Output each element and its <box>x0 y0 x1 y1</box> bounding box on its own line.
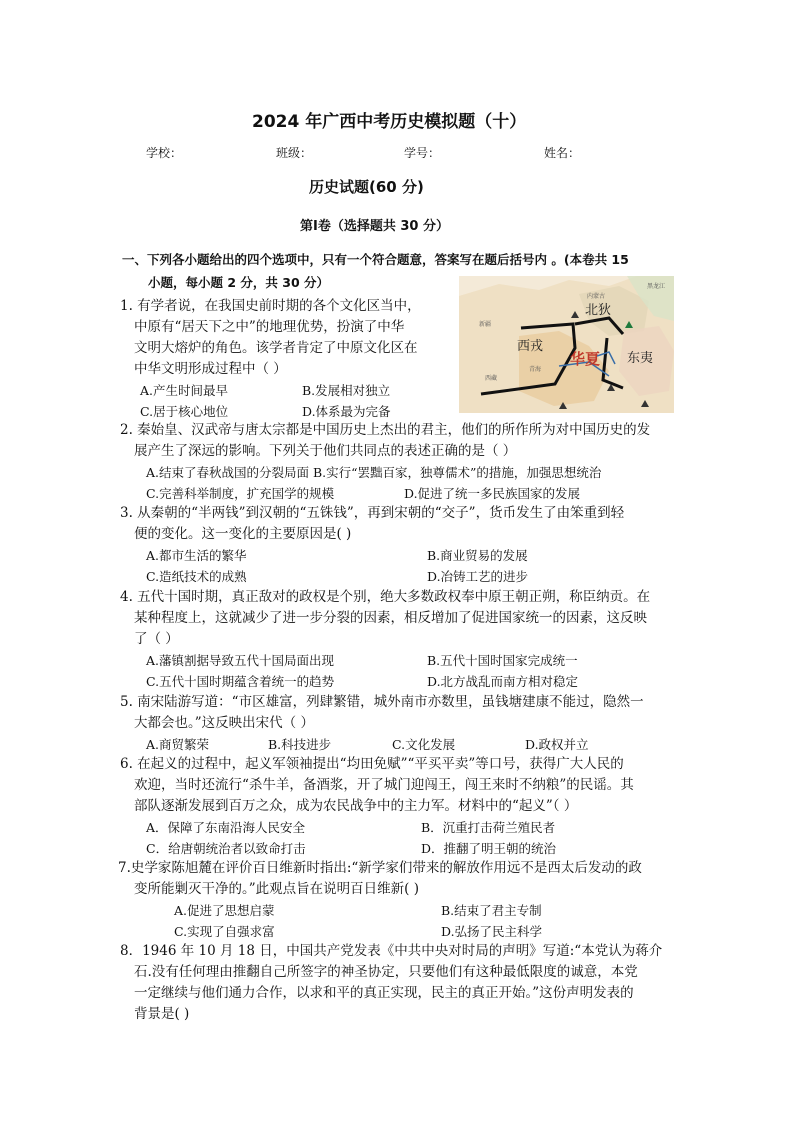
question-8-line-4: 背景是( ) <box>134 1006 190 1022</box>
question-4-line-3: 了（ ） <box>134 631 179 647</box>
question-1-option-c[interactable]: C.居于核心地位 <box>140 404 229 419</box>
question-2-line-1: 2. 秦始皇、汉武帝与唐太宗都是中国历史上杰出的君主，他们的所作所为对中国历史的发 <box>120 422 651 438</box>
question-3-option-a[interactable]: A.都市生活的繁华 <box>146 548 247 563</box>
question-2-option-ab[interactable]: A.结束了春秋战国的分裂局面 B.实行“罢黜百家，独尊儒术”的措施，加强思想统治 <box>146 465 602 480</box>
question-6-option-b[interactable]: B．沉重打击荷兰殖民者 <box>421 820 556 835</box>
question-7-option-a[interactable]: A.促进了思想启蒙 <box>174 903 275 918</box>
volume-heading: 第Ⅰ卷（选择题共 30 分） <box>300 219 449 234</box>
question-5-option-a[interactable]: A.商贸繁荣 <box>146 737 210 752</box>
map-label-east: 东夷 <box>627 351 654 366</box>
question-6-line-2: 欢迎，当时还流行“杀牛羊，备酒浆，开了城门迎闯王，闯王来时不纳粮”的民谣。其 <box>134 777 634 793</box>
question-4-option-d[interactable]: D.北方战乱而南方相对稳定 <box>427 674 579 689</box>
map-graphic <box>459 276 674 413</box>
question-1-line-2: 中原有“居天下之中”的地理优势，扮演了中华 <box>134 319 405 335</box>
section-instruction-line2: 小题，每小题 2 分，共 30 分） <box>148 275 330 290</box>
question-6-line-1: 6. 在起义的过程中，起义军领袖提出“均田免赋”“平买平卖”等口号，获得广大人民的 <box>120 756 624 772</box>
question-4-option-a[interactable]: A.藩镇割据导致五代十国局面出现 <box>146 653 335 668</box>
question-4-line-1: 4. 五代十国时期，真正敌对的政权是个别，绝大多数政权奉中原王朝正朔，称臣纳贡。在 <box>120 589 651 605</box>
question-5-option-c[interactable]: C.文化发展 <box>392 737 456 752</box>
section-instruction-line1: 一、下列各小题给出的四个选项中，只有一个符合题意，答案写在题后括号内 。(本卷共 15 <box>122 252 629 267</box>
question-1-option-a[interactable]: A.产生时间最早 <box>140 383 229 398</box>
question-1-line-1: 1. 有学者说，在我国史前时期的各个文化区当中， <box>120 298 421 314</box>
question-8-line-3: 一定继续与他们通力合作，以求和平的真正实现，民主的真正开始。”这份声明发表的 <box>134 985 634 1001</box>
page-title: 2024 年广西中考历史模拟题（十） <box>252 112 527 132</box>
question-7-option-b[interactable]: B.结束了君主专制 <box>441 903 542 918</box>
question-5-option-b[interactable]: B.科技进步 <box>268 737 332 752</box>
question-1-option-d[interactable]: D.体系最为完备 <box>302 404 391 419</box>
subject-title: 历史试题(60 分) <box>309 178 424 196</box>
question-2-option-c[interactable]: C.完善科举制度，扩充国学的规模 <box>146 486 335 501</box>
map-small-label-c: 青海 <box>529 366 542 373</box>
question-4-option-c[interactable]: C.五代十国时期蕴含着统一的趋势 <box>146 674 335 689</box>
question-6-option-c[interactable]: C．给唐朝统治者以致命打击 <box>146 841 306 856</box>
question-2-line-2: 展产生了深远的影响。下列关于他们共同点的表述正确的是（ ） <box>134 443 517 459</box>
question-5-option-d[interactable]: D.政权并立 <box>525 737 589 752</box>
question-3-option-c[interactable]: C.造纸技术的成熟 <box>146 569 247 584</box>
question-1-line-4: 中华文明形成过程中（ ） <box>134 361 287 377</box>
question-7-option-c[interactable]: C.实现了自强求富 <box>174 924 275 939</box>
question-6-line-3: 部队逐渐发展到百万之众，成为农民战争中的主力军。材料中的“起义”（ ） <box>134 798 578 814</box>
question-2-option-d[interactable]: D.促进了统一多民族国家的发展 <box>404 486 581 501</box>
map-small-label-e: 黑龙江 <box>647 283 666 290</box>
question-7-line-1: 7.史学家陈旭麓在评价百日维新时指出:“新学家们带来的解放作用远不是西太后发动的政 <box>118 860 642 876</box>
map-small-label-b: 西藏 <box>485 375 498 382</box>
question-7-option-d[interactable]: D.弘扬了民主科学 <box>441 924 543 939</box>
class-field[interactable]: 班级： <box>276 146 313 160</box>
question-3-line-2: 便的变化。这一变化的主要原因是( ) <box>134 526 352 542</box>
question-8-line-2: 石.没有任何理由推翻自己所签字的神圣协定，只要他们有这种最低限度的诚意，本党 <box>134 964 638 980</box>
question-3-option-b[interactable]: B.商业贸易的发展 <box>427 548 528 563</box>
question-5-line-2: 大都会也。”这反映出宋代（ ） <box>134 715 314 731</box>
name-field[interactable]: 姓名： <box>544 146 581 160</box>
question-6-option-a[interactable]: A．保障了东南沿海人民安全 <box>146 820 306 835</box>
school-field[interactable]: 学校： <box>146 146 183 160</box>
question-5-line-1: 5. 南宋陆游写道：“市区雄富，列肆繁错，城外南市亦数里，虽钱塘建康不能过，隐然一 <box>120 694 644 710</box>
ancient-china-map <box>459 276 674 413</box>
question-4-line-2: 某种程度上，这就减少了进一步分裂的因素，相反增加了促进国家统一的因素，这反映 <box>134 610 647 626</box>
map-small-label-d: 内蒙古 <box>587 293 606 300</box>
question-3-line-1: 3. 从秦朝的“半两钱”到汉朝的“五铢钱”，再到宋朝的“交子”，货币发生了由笨重到轻 <box>120 505 625 521</box>
question-1-option-b[interactable]: B.发展相对独立 <box>302 383 391 398</box>
question-6-option-d[interactable]: D．推翻了明王朝的统治 <box>421 841 557 856</box>
question-3-option-d[interactable]: D.冶铸工艺的进步 <box>427 569 529 584</box>
map-label-north: 北狄 <box>585 303 612 318</box>
question-7-line-2: 变所能剿灭干净的。”此观点旨在说明百日维新( ) <box>134 881 419 897</box>
map-label-center: 华夏 <box>570 350 601 368</box>
question-4-option-b[interactable]: B.五代十国时国家完成统一 <box>427 653 578 668</box>
question-8-line-1: 8．1946 年 10 月 18 日，中国共产党发表《中共中央对时局的声明》写道:“本党认为蒋介 <box>120 943 663 959</box>
map-small-label-a: 新疆 <box>479 321 492 328</box>
question-1-line-3: 文明大熔炉的角色。该学者肯定了中原文化区在 <box>134 340 418 356</box>
student-number-field[interactable]: 学号： <box>404 146 441 160</box>
map-label-west: 西戎 <box>517 339 544 354</box>
